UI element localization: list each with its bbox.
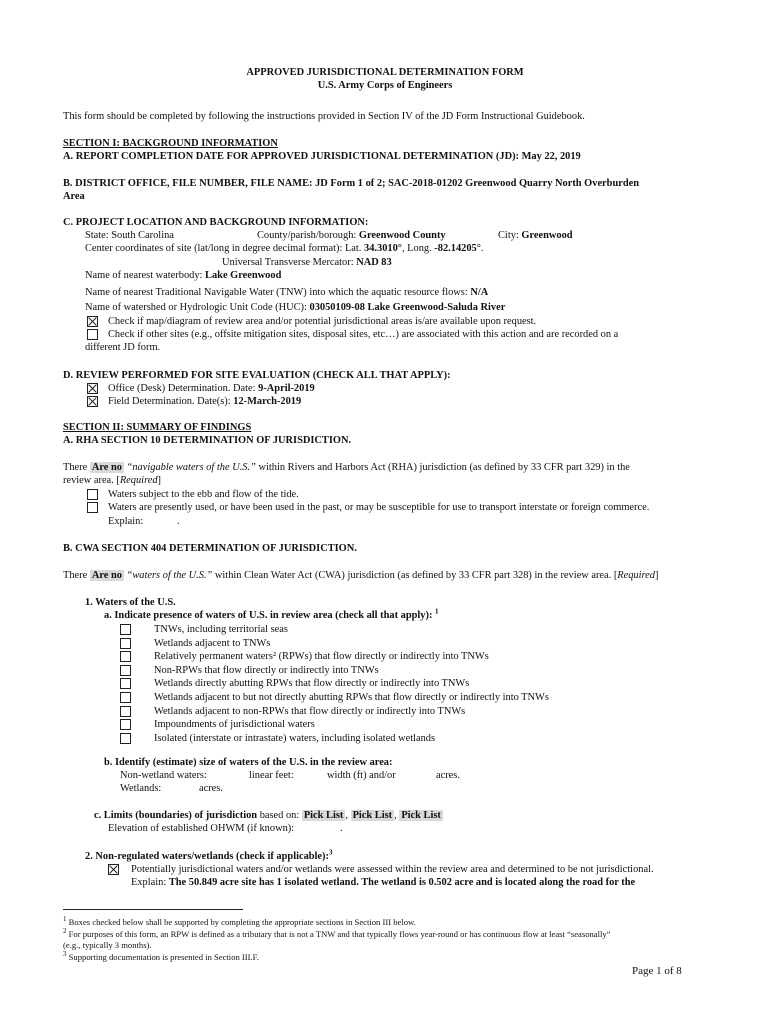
ohwm-field[interactable]: . [340,823,343,834]
rha-are-no-dropdown[interactable]: Are no [91,462,122,473]
field-determination: Field Determination. Date(s): 12-March-2019 [108,396,302,407]
ohwm-label: Elevation of established OHWM (if known): [108,823,295,834]
waters-checkbox-label: Wetlands adjacent to non-RPWs that flow directly or indirectly into TNWs [154,705,466,717]
waters-checkbox-label: Impoundments of jurisdictional waters [154,719,315,731]
rha-statement-cont: review area. [Required] [63,475,161,486]
field-determination-checkbox[interactable] [87,396,98,407]
county-field: County/parish/borough: Greenwood County [257,230,446,241]
rha-commerce-label: Waters are presently used, or have been used in the past, or may be susceptible for use to transport interstate or foreign commerce. [108,502,650,513]
state-field: State: South Carolina [85,230,174,241]
intro-text: This form should be completed by following the instructions provided in Section IV of the JD Form Instructional Guidebook. [63,111,585,122]
rha-tidal-checkbox[interactable] [87,489,98,500]
city-field: City: Greenwood [498,230,573,241]
office-determination: Office (Desk) Determination. Date: 9-April-2019 [108,383,315,394]
office-determination-checkbox[interactable] [87,383,98,394]
nonregulated-text: Potentially jurisdictional waters and/or wetlands were assessed within the review area and determined to be not jurisdictional. [131,864,654,875]
nonregulated-explain: Explain: The 50.849 acre site has 1 isolated wetland. The wetland is 0.502 acre and is located along the road for the [131,877,636,888]
rha-statement: There Are no “navigable waters of the U.S.” within Rivers and Harbors Act (RHA) jurisdiction (as defined by 33 CFR part 329) in the [63,462,630,473]
waters-checkbox[interactable] [120,692,131,703]
footnote-divider [63,909,243,910]
pick-list-3[interactable]: Pick List [401,810,441,821]
waters-checkbox-label: Relatively permanent waters² (RPWs) that flow directly or indirectly into TNWs [154,651,489,663]
waters-checkbox[interactable] [120,733,131,744]
waters-checkbox-label: Wetlands directly abutting RPWs that flow directly or indirectly into TNWs [154,678,470,690]
rha-tidal-label: Waters subject to the ebb and flow of the tide. [108,489,299,500]
section1-c-heading: C. PROJECT LOCATION AND BACKGROUND INFORMATION: [63,217,369,228]
pick-list-2[interactable]: Pick List [352,810,393,821]
rha-explain-label: Explain: [108,516,144,527]
utm-field: Universal Transverse Mercator: NAD 83 [222,257,392,268]
waters-checkbox[interactable] [120,719,131,730]
nonregulated-heading: 2. Non-regulated waters/wetlands (check if applicable):$^3$ [85,848,333,862]
pick-list-1[interactable]: Pick List [303,810,344,821]
acres-label: acres. [436,770,460,781]
limits-line: c. Limits (boundaries) of jurisdiction based on: Pick List , Pick List , Pick List [94,810,441,821]
section1-d-heading: D. REVIEW PERFORMED FOR SITE EVALUATION (CHECK ALL THAT APPLY): [63,370,451,381]
waters-checkbox[interactable] [120,706,131,717]
waters-checkbox-label: Isolated (interstate or intrastate) waters, including isolated wetlands [154,732,436,744]
section2-b-heading: B. CWA SECTION 404 DETERMINATION OF JURISDICTION. [63,543,357,554]
rha-explain-field[interactable]: . [177,516,180,527]
nonregulated-checkbox[interactable] [108,864,119,875]
other-sites-checkbox[interactable] [87,329,98,340]
waters-checkbox-label: Wetlands adjacent to but not directly abutting RPWs that flow directly or indirectly into TNWs [154,692,549,703]
other-sites-label: Check if other sites (e.g., offsite mitigation sites, disposal sites, etc…) are associated with this action and are recorded on a [108,329,619,340]
section1-heading: SECTION I: BACKGROUND INFORMATION [63,138,278,149]
section1-b-line1: B. DISTRICT OFFICE, FILE NUMBER, FILE NAME: JD Form 1 of 2; SAC-2018-01202 Greenwood Quarry North Overburden [63,178,640,189]
waters-checkbox-label: Wetlands adjacent to TNWs [154,637,271,649]
waters-checkbox[interactable] [120,651,131,662]
waters-checkbox[interactable] [120,638,131,649]
waters-checkbox-label: Non-RPWs that flow directly or indirectly into TNWs [154,664,379,676]
footnote-2-cont: (e.g., typically 3 months). [63,940,152,950]
waters-heading: 1. Waters of the U.S. [85,597,176,608]
cwa-statement: There Are no “waters of the U.S.” within Clean Water Act (CWA) jurisdiction (as defined by 33 CFR part 328) in the review area. [Required] [63,570,659,581]
footnote-3: $^3$ Supporting documentation is presented in Section III.F. [63,950,259,962]
cwa-are-no-dropdown[interactable]: Are no [91,570,122,581]
form-subtitle: U.S. Army Corps of Engineers [317,80,453,91]
tnw-field: Name of nearest Traditional Navigable Water (TNW) into which the aquatic resource flows: N/A [85,287,489,298]
map-available-checkbox[interactable] [87,316,98,327]
form-title: APPROVED JURISDICTIONAL DETERMINATION FORM [246,67,524,78]
waterbody-field: Name of nearest waterbody: Lake Greenwood [85,270,282,281]
waters-checkbox[interactable] [120,624,131,635]
coordinates-field: Center coordinates of site (lat/long in degree decimal format): Lat. 34.3010°, Long. -82.14205°. [85,243,484,254]
other-sites-label-cont: different JD form. [85,342,161,353]
rha-commerce-checkbox[interactable] [87,502,98,513]
footnote-2: $^2$ For purposes of this form, an RPW is defined as a tributary that is not a TNW and that typically flows year-round or has continuous flow at least “seasonally” [63,927,611,939]
section2-heading: SECTION II: SUMMARY OF FINDINGS [63,422,252,433]
huc-field: Name of watershed or Hydrologic Unit Code (HUC): 03050109-08 Lake Greenwood-Saluda River [85,302,506,313]
waters-b-heading: b. Identify (estimate) size of waters of the U.S. in the review area: [104,757,393,768]
section1-b-line2: Area [63,191,85,202]
map-available-label: Check if map/diagram of review area and/or potential jurisdictional areas is/are available upon request. [108,316,537,327]
section1-a: A. REPORT COMPLETION DATE FOR APPROVED JURISDICTIONAL DETERMINATION (JD): May 22, 2019 [63,151,581,162]
waters-checkbox[interactable] [120,678,131,689]
waters-a-heading: a. Indicate presence of waters of U.S. in review area (check all that apply): $^1$ [104,607,439,621]
wetlands-label: Wetlands: [120,783,162,794]
footnote-1: $^1$ Boxes checked below shall be supported by completing the appropriate sections in Section III below. [63,915,416,927]
waters-checkbox-label: TNWs, including territorial seas [154,624,288,635]
wetlands-acres-label: acres. [199,783,223,794]
nonwetland-label: Non-wetland waters: [120,770,207,781]
waters-checkbox[interactable] [120,665,131,676]
section2-a-heading: A. RHA SECTION 10 DETERMINATION OF JURISDICTION. [63,435,352,446]
width-label: width (ft) and/or [327,770,396,781]
page-number: Page 1 of 8 [632,965,682,977]
linear-feet-label: linear feet: [249,770,294,781]
